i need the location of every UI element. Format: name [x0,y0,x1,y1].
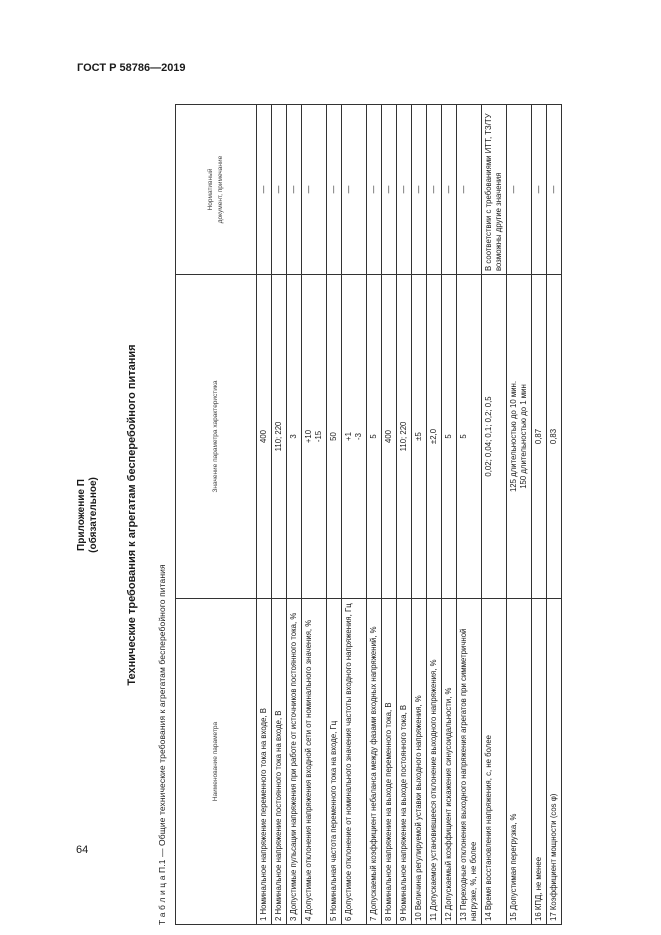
note-cell: — [327,105,342,275]
value-cell: 110; 220 [272,275,287,599]
table-row [382,105,397,925]
note-cell: — [367,105,382,275]
param-cell: 13 Переходные отклонения выходного напряжения агрегатов при симметричной нагрузке, %, не более [457,599,482,925]
param-cell: 11 Допускаемое установившееся отклонение выходного напряжения, % [427,599,442,925]
value-cell: 0,87 [532,275,547,599]
value-cell [302,275,327,599]
table-row [457,105,482,925]
table-caption: Т а б л и ц а П.1 — Общие технические требования к агрегатам бесперебойного питания [157,564,167,925]
param-cell: 17 Коэффициент мощности (cos φ) [547,599,562,925]
column-header-note-line1: Нормативный [207,168,214,211]
value-cell: 0,02; 0,04; 0,1; 0,2; 0,5 [482,275,507,599]
param-cell: 1 Номинальное напряжение переменного тока на входе, В [257,599,272,925]
table-row [342,105,367,925]
table-header-row [176,105,257,925]
value-line: -3 [354,433,363,440]
param-cell: 4 Допустимые отклонения напряжения входной сети от номинального значения, % [302,599,327,925]
appendix-status: (обязательное) [88,477,99,553]
param-cell: 2 Номинальное напряжение постоянного тока на входе, В [272,599,287,925]
table-row [507,105,532,925]
note-cell: — [342,105,367,275]
value-cell: 5 [367,275,382,599]
appendix-label: Приложение П [76,479,87,551]
note-cell: — [272,105,287,275]
note-cell: — [507,105,532,275]
note-cell: — [302,105,327,275]
note-cell: — [257,105,272,275]
table-row [442,105,457,925]
param-cell: 16 КПД, не менее [532,599,547,925]
section-title: Технические требования к агрегатам бесперебойного питания [126,344,138,686]
note-cell: — [442,105,457,275]
table-row [367,105,382,925]
column-header-note [176,105,257,275]
param-cell: 9 Номинальное напряжение на выходе постоянного тока, В [397,599,412,925]
column-header-note-line2: документ, примечание [217,155,224,224]
appendix-title [76,105,100,925]
table-row [327,105,342,925]
table-row [272,105,287,925]
table-row [412,105,427,925]
table-row [482,105,507,925]
param-cell: 5 Номинальная частота переменного тока на входе, Гц [327,599,342,925]
table-row [427,105,442,925]
requirements-table [175,104,562,925]
value-cell: 50 [327,275,342,599]
param-cell: 15 Допустимая перегрузка, % [507,599,532,925]
note-cell: — [427,105,442,275]
param-cell: 8 Номинальное напряжение на выходе переменного тока, В [382,599,397,925]
value-line: +1 [344,432,353,441]
table-row [257,105,272,925]
value-cell [342,275,367,599]
note-cell: — [397,105,412,275]
value-cell [507,275,532,599]
value-cell: 3 [287,275,302,599]
value-cell: 110; 220 [397,275,412,599]
note-cell: В соответствии с требованиями ИТТ, ТЗ/ТУ возможны другие значения [482,105,507,275]
document-header: ГОСТ Р 58786—2019 [77,62,186,74]
note-cell: — [382,105,397,275]
value-cell: 5 [442,275,457,599]
value-line: -15 [314,430,323,443]
column-header-param: Наименование параметра [176,599,257,925]
value-cell: 400 [382,275,397,599]
param-cell: 12 Допускаемый коэффициент искажения синусоидальности, % [442,599,457,925]
value-line: 125 длительностью до 10 мин. [509,380,518,493]
value-line: +10 [304,429,313,444]
page-number: 64 [76,844,89,856]
column-header-value: Значение параметра характеристика [176,275,257,599]
value-cell: 0,83 [547,275,562,599]
param-cell: 7 Допускаемый коэффициент небаланса между фазами входных напряжений, % [367,599,382,925]
note-cell: — [532,105,547,275]
param-cell: 14 Время восстановления напряжения, с, не более [482,599,507,925]
param-cell: 10 Величина регулируемой уставки выходного напряжения, % [412,599,427,925]
param-cell: 6 Допустимое отклонение от номинального значения частоты входного напряжения, Гц [342,599,367,925]
note-cell: — [457,105,482,275]
value-line: 150 длительностью до 1 мин [519,384,528,489]
table-row [302,105,327,925]
table-row [547,105,562,925]
note-cell: — [287,105,302,275]
param-cell: 3 Допустимые пульсации напряжения при работе от источников постоянного тока, % [287,599,302,925]
table-row [532,105,547,925]
value-cell: 5 [457,275,482,599]
table-row [397,105,412,925]
table-row [287,105,302,925]
value-cell: 400 [257,275,272,599]
value-cell: ±2,0 [427,275,442,599]
value-cell: ±5 [412,275,427,599]
note-cell: — [547,105,562,275]
note-cell: — [412,105,427,275]
